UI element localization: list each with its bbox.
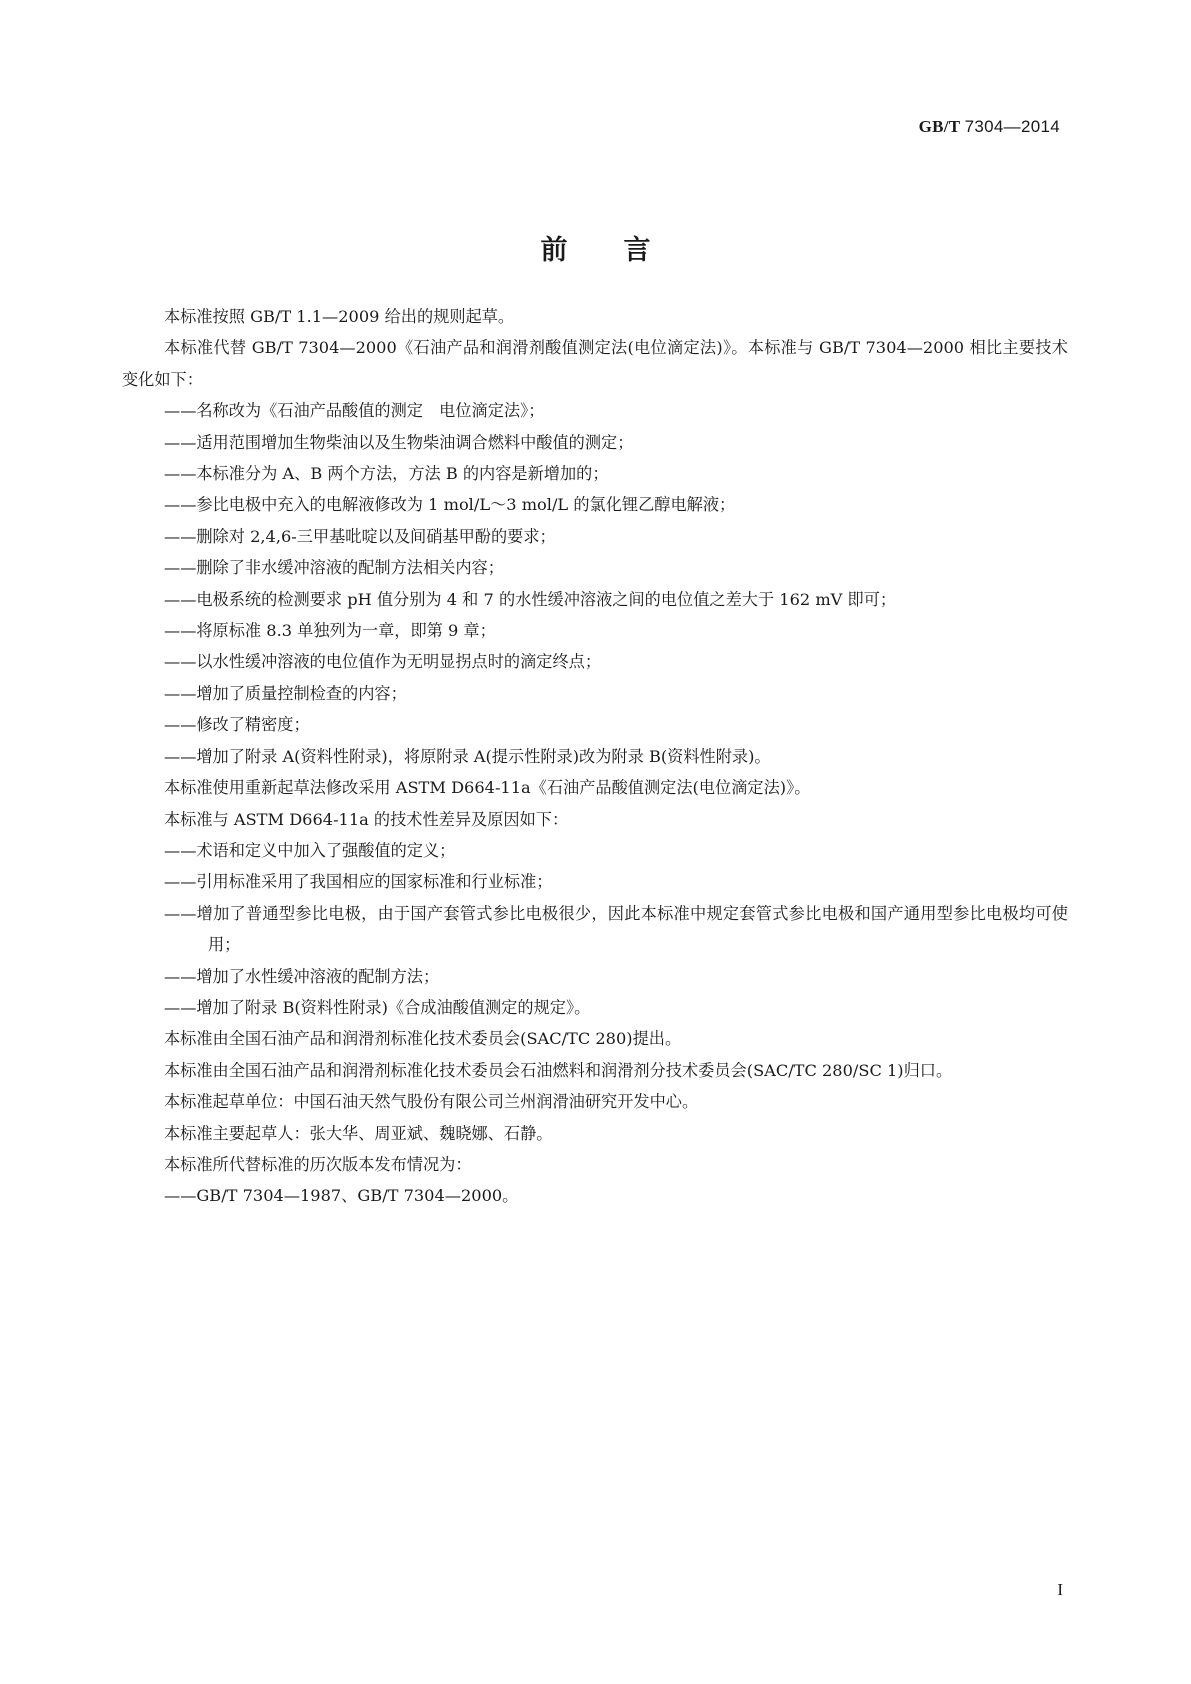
list-item: ——删除了非水缓冲溶液的配制方法相关内容； [164, 558, 504, 578]
list-item: ——修改了精密度； [164, 715, 310, 735]
list-item: ——名称改为《石油产品酸值的测定 电位滴定法》； [164, 401, 545, 421]
paragraph: 本标准与 ASTM D664-11a 的技术性差异及原因如下： [164, 809, 569, 829]
list-item: ——引用标准采用了我国相应的国家标准和行业标准； [164, 872, 553, 892]
list-item: ——删除对 2,4,6-三甲基吡啶以及间硝基甲酚的要求； [164, 526, 556, 546]
list-item: ——GB/T 7304—1987、GB/T 7304—2000。 [164, 1186, 519, 1206]
page-title: 前言 [540, 235, 707, 266]
paragraph: 本标准由全国石油产品和润滑剂标准化技术委员会石油燃料和润滑剂分技术委员会(SAC/TC 280/SC 1)归口。 [164, 1060, 953, 1080]
list-item: ——本标准分为 A、B 两个方法，方法 B 的内容是新增加的； [164, 464, 609, 484]
list-item: ——术语和定义中加入了强酸值的定义； [164, 840, 456, 860]
paragraph: 本标准使用重新起草法修改采用 ASTM D664-11a《石油产品酸值测定法(电位滴定法)》。 [164, 778, 811, 798]
page-number: I [1057, 1580, 1063, 1599]
list-item: ——适用范围增加生物柴油以及生物柴油调合燃料中酸值的测定； [164, 432, 634, 452]
list-item: ——将原标准 8.3 单独列为一章，即第 9 章； [164, 621, 496, 641]
list-item: ——以水性缓冲溶液的电位值作为无明显拐点时的滴定终点； [164, 652, 602, 672]
list-item: ——增加了普通型参比电极，由于国产套管式参比电极很少，因此本标准中规定套管式参比电极和国产通用型参比电极均可使用； [164, 903, 1068, 955]
list-item: ——增加了水性缓冲溶液的配制方法； [164, 966, 440, 986]
list-item: ——参比电极中充入的电解液修改为 1 mol/L～3 mol/L 的氯化锂乙醇电解液； [164, 495, 736, 515]
standard-number: 7304—2014 [964, 117, 1060, 136]
paragraph: 本标准主要起草人：张大华、周亚斌、魏晓娜、石静。 [164, 1123, 553, 1143]
list-item: ——增加了质量控制检查的内容； [164, 683, 407, 703]
paragraph: 本标准按照 GB/T 1.1—2009 给出的规则起草。 [164, 307, 515, 326]
paragraph: 本标准由全国石油产品和润滑剂标准化技术委员会(SAC/TC 280)提出。 [164, 1029, 682, 1049]
standard-number-header [919, 117, 1060, 137]
list-item: ——增加了附录 A(资料性附录)，将原附录 A(提示性附录)改为附录 B(资料性附录)。 [164, 746, 771, 766]
document-body [122, 301, 1068, 1212]
paragraph: 本标准代替 GB/T 7304—2000《石油产品和润滑剂酸值测定法(电位滴定法)》。本标准与 GB/T 7304—2000 相比主要技术变化如下： [122, 338, 1068, 389]
standard-prefix: GB/T [918, 117, 961, 136]
list-item: ——增加了附录 B(资料性附录)《合成油酸值测定的规定》。 [164, 997, 591, 1017]
paragraph: 本标准所代替标准的历次版本发布情况为： [164, 1154, 472, 1174]
list-item: ——电极系统的检测要求 pH 值分别为 4 和 7 的水性缓冲溶液之间的电位值之差大于 162 mV 即可； [164, 589, 897, 609]
paragraph: 本标准起草单位：中国石油天然气股份有限公司兰州润滑油研究开发中心。 [164, 1092, 699, 1112]
